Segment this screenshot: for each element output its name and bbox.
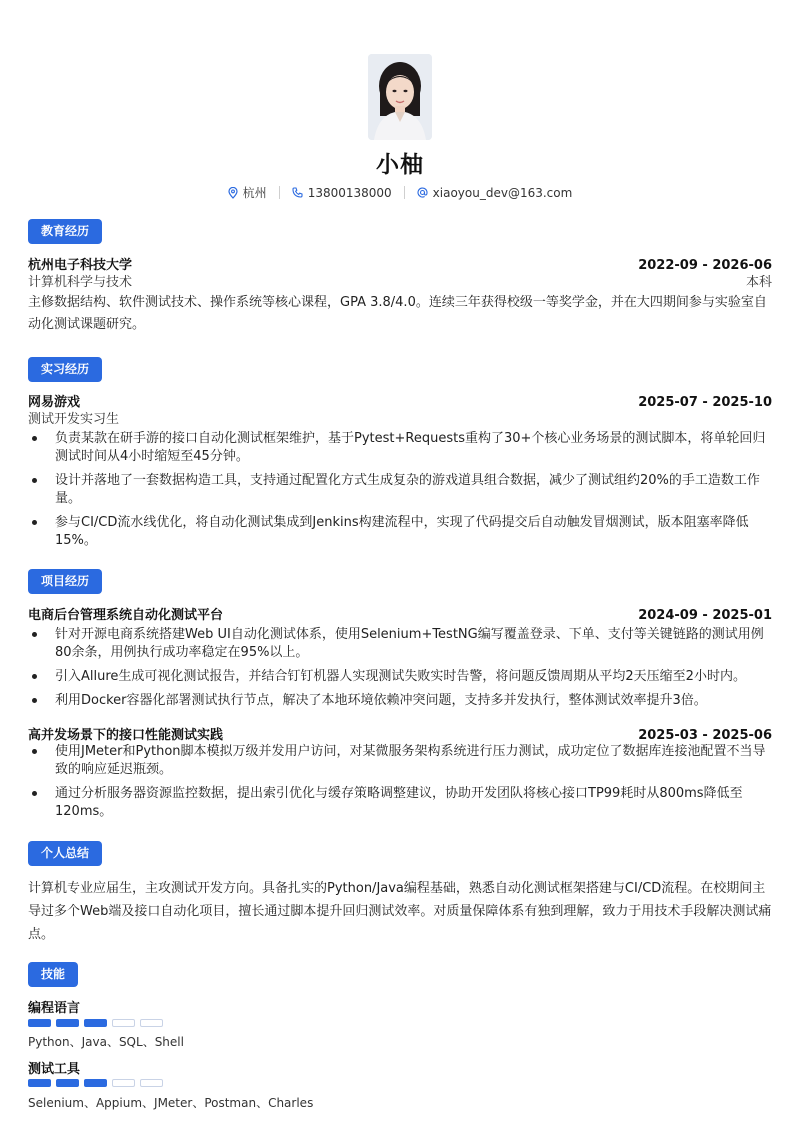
profile-photo — [368, 54, 432, 140]
phone-text[interactable]: 13800138000 — [307, 185, 392, 200]
contact-email — [417, 186, 573, 200]
internship-role-row — [28, 408, 772, 427]
list-item: 针对开源电商系统搭建Web UI自动化测试体系，使用Selenium+TestNG编写覆盖登录、下单、支付等关键链路的测试用例80余条，用例执行成功率稳定在95%以上。 — [28, 626, 772, 662]
degree-text: 本科 — [745, 275, 772, 290]
list-item: 负责某款在研手游的接口自动化测试框架维护，基于Pytest+Requests重构了30+个核心业务场景的测试脚本，将单轮回归测试时间从4小时缩短至45分钟。 — [28, 430, 772, 466]
skill-level-bar — [28, 1019, 163, 1027]
level-segment-filled — [56, 1019, 79, 1027]
major-text: 计算机科学与技术 — [28, 275, 133, 290]
contact-divider — [404, 186, 405, 199]
list-item: 设计并落地了一套数据构造工具，支持通过配置化方式生成复杂的游戏道具组合数据，减少了测试组约20%的手工造数工作量。 — [28, 472, 772, 508]
company-name: 网易游戏 — [28, 395, 81, 410]
level-segment-filled — [28, 1079, 51, 1087]
skill-list: Python、Java、SQL、Shell — [28, 1035, 184, 1049]
section-title-skills: 技能 — [28, 962, 78, 987]
skill-list: Selenium、Appium、JMeter、Postman、Charles — [28, 1096, 314, 1110]
section-title-education: 教育经历 — [28, 219, 102, 244]
project-bullets — [28, 743, 772, 827]
role-text: 测试开发实习生 — [28, 412, 120, 427]
list-item: 引入Allure生成可视化测试报告，并结合钉钉机器人实现测试失败实时告警，将问题反馈周期从平均2天压缩至2小时内。 — [28, 668, 772, 686]
candidate-name: 小柚 — [376, 152, 424, 178]
at-sign-icon — [417, 187, 428, 198]
project-period: 2025-03 - 2025-06 — [638, 728, 772, 743]
project-header-row — [28, 604, 772, 623]
education-sub-row — [28, 271, 772, 290]
contact-city — [228, 184, 267, 201]
city-text: 杭州 — [242, 186, 267, 200]
internship-bullets — [28, 430, 772, 556]
contact-divider — [279, 186, 280, 199]
level-segment-empty — [140, 1079, 163, 1087]
education-description: 主修数据结构、软件测试技术、操作系统等核心课程，GPA 3.8/4.0。连续三年获得校级一等奖学金，并在大四期间参与实验室自动化测试课题研究。 — [28, 295, 767, 332]
summary-text: 计算机专业应届生，主攻测试开发方向。具备扎实的Python/Java编程基础，熟悉自动化测试框架搭建与CI/CD流程。在校期间主导过多个Web端及接口自动化项目，擅长通过脚本提升回归测试效率。对质量保障体系有独到理解，致力于用技术手段解决测试痛点。 — [28, 881, 772, 942]
project-bullets — [28, 626, 772, 716]
project-name: 电商后台管理系统自动化测试平台 — [28, 608, 224, 623]
location-pin-icon — [228, 187, 238, 199]
section-title-internship: 实习经历 — [28, 357, 102, 382]
portrait-image — [368, 54, 432, 140]
contact-bar — [0, 184, 800, 201]
education-period: 2022-09 - 2026-06 — [638, 258, 772, 273]
phone-icon — [292, 187, 303, 198]
internship-period: 2025-07 - 2025-10 — [638, 395, 772, 410]
email-text[interactable]: xiaoyou_dev@163.com — [432, 185, 573, 200]
project-period: 2024-09 - 2025-01 — [638, 608, 772, 623]
level-segment-filled — [84, 1079, 107, 1087]
section-title-summary: 个人总结 — [28, 841, 102, 866]
skill-level-bar — [28, 1079, 163, 1087]
list-item: 参与CI/CD流水线优化，将自动化测试集成到Jenkins构建流程中，实现了代码提交后自动触发冒烟测试，版本阻塞率降低15%。 — [28, 514, 772, 550]
level-segment-empty — [112, 1019, 135, 1027]
list-item: 利用Docker容器化部署测试执行节点，解决了本地环境依赖冲突问题，支持多并发执行，整体测试效率提升3倍。 — [28, 692, 772, 710]
level-segment-filled — [56, 1079, 79, 1087]
skill-name: 编程语言 — [28, 1001, 81, 1016]
level-segment-filled — [84, 1019, 107, 1027]
level-segment-empty — [112, 1079, 135, 1087]
project-header-row — [28, 724, 772, 743]
contact-phone — [292, 186, 392, 200]
list-item: 使用JMeter和Python脚本模拟万级并发用户访问，对某微服务架构系统进行压力测试，成功定位了数据库连接池配置不当导致的响应延迟瓶颈。 — [28, 743, 772, 779]
section-title-projects: 项目经历 — [28, 569, 102, 594]
school-name: 杭州电子科技大学 — [28, 258, 133, 273]
project-name: 高并发场景下的接口性能测试实践 — [28, 728, 224, 743]
level-segment-empty — [140, 1019, 163, 1027]
level-segment-filled — [28, 1019, 51, 1027]
list-item: 通过分析服务器资源监控数据，提出索引优化与缓存策略调整建议，协助开发团队将核心接口TP99耗时从800ms降低至120ms。 — [28, 785, 772, 821]
skill-name: 测试工具 — [28, 1062, 81, 1077]
